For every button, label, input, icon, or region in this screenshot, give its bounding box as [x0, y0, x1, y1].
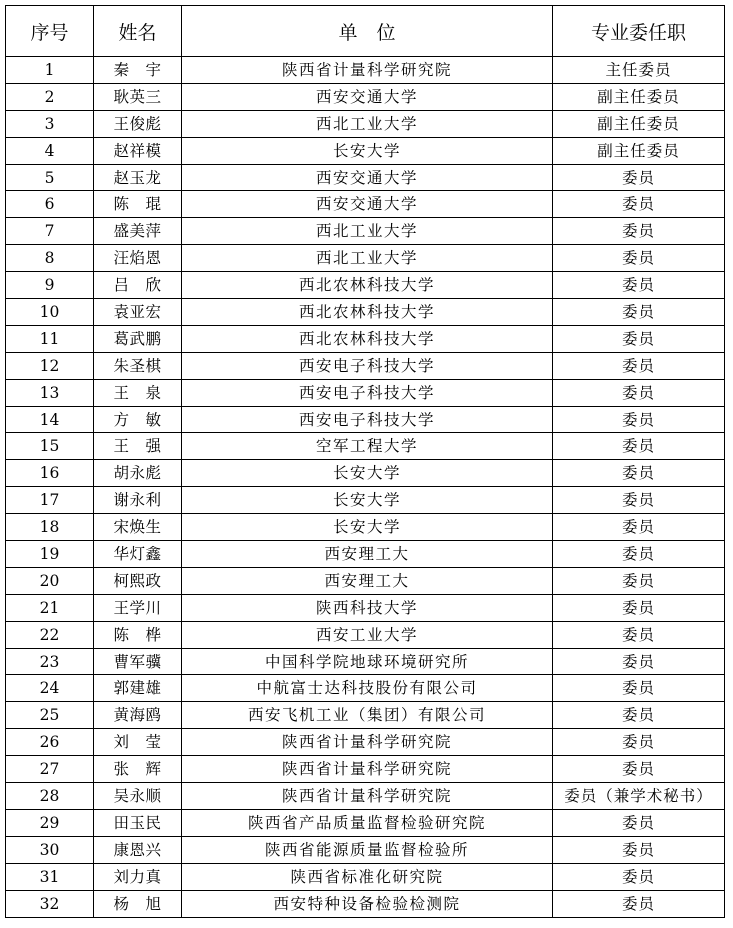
cell-index: 8 [6, 245, 94, 272]
table-row [6, 675, 725, 702]
cell-role: 委员 [553, 487, 725, 514]
cell-name: 康恩兴 [94, 836, 182, 863]
cell-unit: 长安大学 [182, 487, 553, 514]
cell-index: 4 [6, 137, 94, 164]
table-row [6, 863, 725, 890]
cell-unit: 陕西省计量科学研究院 [182, 783, 553, 810]
cell-name: 杨 旭 [94, 890, 182, 917]
header-index: 序号 [6, 6, 94, 57]
table-row [6, 729, 725, 756]
cell-index: 32 [6, 890, 94, 917]
cell-name: 王 泉 [94, 379, 182, 406]
cell-name: 葛武鹏 [94, 325, 182, 352]
cell-role: 委员 [553, 406, 725, 433]
cell-index: 16 [6, 460, 94, 487]
cell-role: 委员 [553, 890, 725, 917]
cell-unit: 西安电子科技大学 [182, 406, 553, 433]
cell-name: 宋焕生 [94, 514, 182, 541]
cell-unit: 西北农林科技大学 [182, 325, 553, 352]
cell-unit: 陕西省计量科学研究院 [182, 756, 553, 783]
cell-unit: 陕西省计量科学研究院 [182, 57, 553, 84]
table-row [6, 110, 725, 137]
cell-name: 王学川 [94, 594, 182, 621]
table-row [6, 57, 725, 84]
cell-index: 10 [6, 299, 94, 326]
header-role: 专业委任职 [553, 6, 725, 57]
cell-role: 委员 [553, 460, 725, 487]
cell-index: 6 [6, 191, 94, 218]
cell-index: 24 [6, 675, 94, 702]
cell-name: 赵玉龙 [94, 164, 182, 191]
table-row [6, 406, 725, 433]
cell-role: 委员 [553, 325, 725, 352]
table-row [6, 702, 725, 729]
cell-index: 23 [6, 648, 94, 675]
cell-index: 3 [6, 110, 94, 137]
table-row [6, 191, 725, 218]
cell-role: 委员 [553, 541, 725, 568]
cell-name: 郭建雄 [94, 675, 182, 702]
cell-index: 22 [6, 621, 94, 648]
cell-role: 委员 [553, 648, 725, 675]
cell-role: 委员 [553, 164, 725, 191]
table-row [6, 272, 725, 299]
cell-role: 副主任委员 [553, 137, 725, 164]
cell-unit: 西北农林科技大学 [182, 272, 553, 299]
table-row [6, 245, 725, 272]
cell-name: 汪焰恩 [94, 245, 182, 272]
cell-index: 31 [6, 863, 94, 890]
header-unit: 单 位 [182, 6, 553, 57]
table-row [6, 567, 725, 594]
cell-name: 曹军骥 [94, 648, 182, 675]
table-row [6, 460, 725, 487]
cell-name: 赵祥模 [94, 137, 182, 164]
cell-unit: 西安飞机工业（集团）有限公司 [182, 702, 553, 729]
table-row [6, 379, 725, 406]
cell-name: 刘力真 [94, 863, 182, 890]
header-row [6, 6, 725, 57]
table-row [6, 325, 725, 352]
cell-name: 刘 莹 [94, 729, 182, 756]
table-row [6, 648, 725, 675]
cell-unit: 西安理工大 [182, 567, 553, 594]
cell-index: 1 [6, 57, 94, 84]
header-name: 姓名 [94, 6, 182, 57]
cell-index: 9 [6, 272, 94, 299]
table-row [6, 621, 725, 648]
cell-index: 18 [6, 514, 94, 541]
table-row [6, 783, 725, 810]
cell-unit: 西安交通大学 [182, 191, 553, 218]
cell-role: 委员 [553, 594, 725, 621]
table-row [6, 299, 725, 326]
cell-name: 张 辉 [94, 756, 182, 783]
cell-role: 委员 [553, 379, 725, 406]
table-row [6, 594, 725, 621]
cell-role: 委员 [553, 352, 725, 379]
cell-role: 委员 [553, 675, 725, 702]
cell-index: 7 [6, 218, 94, 245]
cell-role: 委员 [553, 809, 725, 836]
cell-index: 13 [6, 379, 94, 406]
cell-index: 2 [6, 83, 94, 110]
cell-index: 5 [6, 164, 94, 191]
cell-unit: 陕西省标准化研究院 [182, 863, 553, 890]
table-row [6, 890, 725, 917]
cell-index: 21 [6, 594, 94, 621]
cell-name: 陈 琨 [94, 191, 182, 218]
cell-unit: 西北工业大学 [182, 245, 553, 272]
cell-index: 17 [6, 487, 94, 514]
cell-name: 盛美萍 [94, 218, 182, 245]
cell-role: 委员 [553, 729, 725, 756]
cell-unit: 西安工业大学 [182, 621, 553, 648]
cell-role: 委员 [553, 272, 725, 299]
cell-index: 11 [6, 325, 94, 352]
cell-index: 27 [6, 756, 94, 783]
cell-name: 耿英三 [94, 83, 182, 110]
table-row [6, 514, 725, 541]
cell-unit: 陕西省产品质量监督检验研究院 [182, 809, 553, 836]
table-row [6, 352, 725, 379]
cell-name: 谢永利 [94, 487, 182, 514]
cell-name: 柯熙政 [94, 567, 182, 594]
cell-index: 25 [6, 702, 94, 729]
cell-name: 袁亚宏 [94, 299, 182, 326]
cell-name: 黄海鸥 [94, 702, 182, 729]
table-row [6, 137, 725, 164]
table-row [6, 809, 725, 836]
cell-unit: 西安交通大学 [182, 83, 553, 110]
cell-unit: 西安特种设备检验检测院 [182, 890, 553, 917]
table-row [6, 164, 725, 191]
cell-unit: 中国科学院地球环境研究所 [182, 648, 553, 675]
cell-unit: 西北农林科技大学 [182, 299, 553, 326]
cell-unit: 西安交通大学 [182, 164, 553, 191]
cell-name: 王俊彪 [94, 110, 182, 137]
cell-name: 胡永彪 [94, 460, 182, 487]
cell-unit: 西安电子科技大学 [182, 379, 553, 406]
cell-unit: 长安大学 [182, 514, 553, 541]
cell-index: 20 [6, 567, 94, 594]
cell-role: 委员 [553, 836, 725, 863]
cell-index: 30 [6, 836, 94, 863]
cell-unit: 中航富士达科技股份有限公司 [182, 675, 553, 702]
committee-member-table [5, 5, 725, 918]
table-row [6, 218, 725, 245]
cell-index: 26 [6, 729, 94, 756]
cell-unit: 长安大学 [182, 137, 553, 164]
cell-role: 委员 [553, 218, 725, 245]
table-row [6, 836, 725, 863]
table-row [6, 433, 725, 460]
table-row [6, 83, 725, 110]
cell-name: 华灯鑫 [94, 541, 182, 568]
table-row [6, 541, 725, 568]
cell-role: 主任委员 [553, 57, 725, 84]
cell-unit: 长安大学 [182, 460, 553, 487]
cell-index: 19 [6, 541, 94, 568]
cell-role: 委员 [553, 702, 725, 729]
cell-role: 委员 [553, 299, 725, 326]
cell-role: 委员 [553, 191, 725, 218]
cell-name: 方 敏 [94, 406, 182, 433]
cell-role: 副主任委员 [553, 83, 725, 110]
table-row [6, 487, 725, 514]
cell-name: 陈 桦 [94, 621, 182, 648]
cell-name: 吴永顺 [94, 783, 182, 810]
cell-unit: 陕西省能源质量监督检验所 [182, 836, 553, 863]
cell-name: 秦 宇 [94, 57, 182, 84]
cell-unit: 陕西省计量科学研究院 [182, 729, 553, 756]
cell-role: 副主任委员 [553, 110, 725, 137]
cell-role: 委员 [553, 567, 725, 594]
cell-unit: 西北工业大学 [182, 218, 553, 245]
cell-name: 田玉民 [94, 809, 182, 836]
cell-role: 委员 [553, 863, 725, 890]
cell-unit: 陕西科技大学 [182, 594, 553, 621]
table-row [6, 756, 725, 783]
cell-unit: 西安电子科技大学 [182, 352, 553, 379]
cell-role: 委员 [553, 245, 725, 272]
cell-unit: 西安理工大 [182, 541, 553, 568]
cell-index: 29 [6, 809, 94, 836]
cell-unit: 西北工业大学 [182, 110, 553, 137]
cell-index: 28 [6, 783, 94, 810]
cell-name: 朱圣棋 [94, 352, 182, 379]
cell-role: 委员（兼学术秘书） [553, 783, 725, 810]
cell-unit: 空军工程大学 [182, 433, 553, 460]
cell-name: 吕 欣 [94, 272, 182, 299]
cell-index: 15 [6, 433, 94, 460]
cell-role: 委员 [553, 514, 725, 541]
cell-role: 委员 [553, 756, 725, 783]
cell-index: 14 [6, 406, 94, 433]
cell-index: 12 [6, 352, 94, 379]
cell-name: 王 强 [94, 433, 182, 460]
cell-role: 委员 [553, 621, 725, 648]
cell-role: 委员 [553, 433, 725, 460]
